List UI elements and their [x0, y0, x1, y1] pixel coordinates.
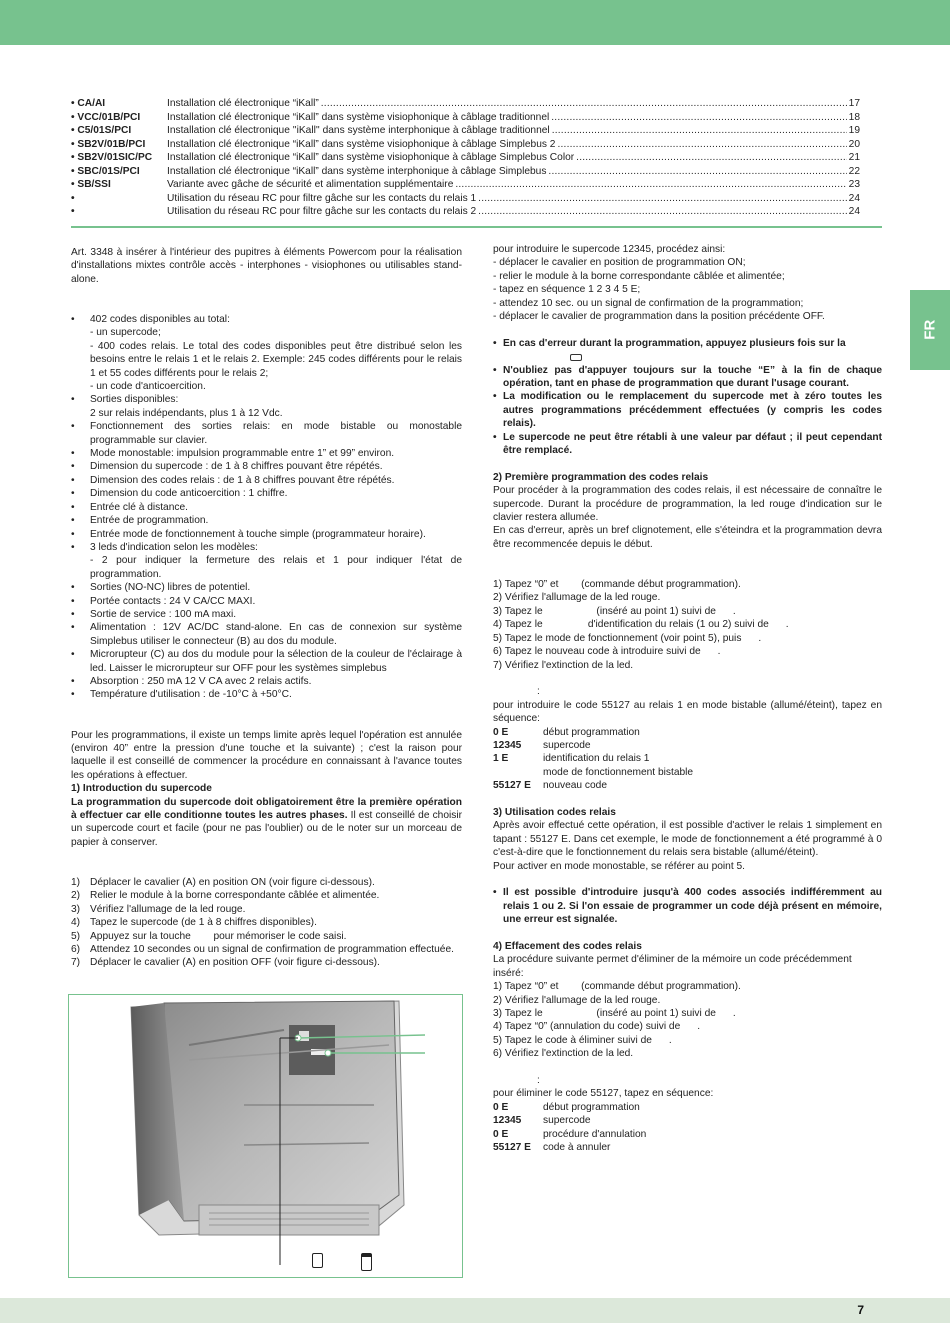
sequence-row	[493, 1101, 882, 1114]
list-item-text: Sortie de service : 100 mA maxi.	[90, 608, 237, 620]
list-item: 6) Tapez le nouveau code à introduire suivi de .	[493, 646, 721, 658]
module-figure	[68, 994, 463, 1278]
toc-row[interactable]	[71, 178, 860, 192]
list-item	[71, 326, 462, 339]
toc-title: Installation clé électronique “iKall” dans système visiophonique à câblage Simplebus Color	[167, 152, 575, 163]
list-item-text: Dimension des codes relais : de 1 à 8 chiffres pouvant être répétés.	[90, 474, 395, 486]
sequence-row	[493, 779, 882, 792]
toc-row[interactable]	[71, 151, 860, 165]
toc-page-number: 24	[848, 206, 860, 217]
toc-title: Installation clé électronique “iKall” dans système visiophonique à câblage Simplebus 2	[167, 138, 556, 150]
section-2-sequence	[493, 726, 882, 793]
timeout-note: Pour les programmations, il existe un temps limite après lequel l'opération est annulée (environ 40” entre la pression d'une touche et la suivante) ; c'est la raison pour laquelle il est conseillé de commencer la procédure en connaissant à l'avance toutes les opérations à effectuer.	[71, 729, 462, 781]
toc-leader	[557, 138, 846, 151]
list-item-text: Dimension du supercode : de 1 à 8 chiffres pouvant être répétés.	[90, 461, 383, 473]
footer-band	[0, 1298, 950, 1323]
bullet	[71, 340, 90, 380]
toc-row[interactable]	[71, 205, 860, 219]
list-item	[71, 541, 462, 554]
list-item-text: Absorption : 250 mA 12 V CA avec 2 relais actifs.	[90, 675, 312, 687]
list-item	[71, 916, 462, 929]
bullet	[71, 407, 90, 420]
bullet: •	[71, 649, 75, 661]
toc-row[interactable]	[71, 192, 860, 206]
bullet: •	[71, 488, 75, 500]
bullet	[71, 554, 90, 581]
jumper-on-icon	[312, 1253, 323, 1268]
sequence-row	[493, 1114, 882, 1127]
list-item: 4) Tapez “0” (annulation du code) suivi de .	[493, 1021, 701, 1033]
toc-code: • SBC/01S/PCI	[71, 165, 140, 177]
list-item	[71, 876, 462, 889]
list-item-text: Microrupteur (C) au dos du module pour la sélection de la couleur de l'éclairage à led. Laisser le microrupteur sur OFF pour les systèmes simplebus	[90, 649, 462, 674]
toc-code: • SB2V/01B/PCI	[71, 138, 146, 150]
step-number: 6)	[71, 944, 81, 956]
bullet: •	[71, 689, 75, 701]
features-list	[71, 313, 462, 702]
list-item-text: Mode monostable: impulsion programmable entre 1” et 99” environ.	[90, 448, 395, 460]
section-2-example-label: :	[537, 686, 540, 698]
toc-row[interactable]	[71, 138, 860, 152]
step-number: 1)	[71, 877, 81, 888]
bullet: •	[71, 675, 75, 687]
jumper-off-icon	[361, 1253, 372, 1271]
cancel-key-icon	[493, 350, 882, 363]
toc-code: • VCC/01B/PCI	[71, 111, 141, 123]
bold-note-3: • La modification ou le remplacement du supercode met à zéro toutes les autres programmations précédemment effectuées (y compris les codes relais).	[493, 391, 882, 430]
step-number: 5)	[71, 930, 81, 942]
list-item	[71, 340, 462, 380]
list-item-text: - 400 codes relais. Le total des codes disponibles peut être distribué selon les besoins entre le relais 1 et le relais 2. Exemple: 245 codes différents pour le relais 1 et 55 codes différents pour le relais 2;	[90, 340, 462, 379]
toc-page-number: 24	[848, 192, 860, 204]
list-item-text: Dimension du code anticoercition : 1 chiffre.	[90, 488, 288, 500]
list-item: 2) Vérifiez l'allumage de la led rouge.	[493, 994, 661, 1006]
sequence-row	[493, 766, 882, 779]
sequence-row	[493, 739, 882, 752]
sequence-key: 0 E	[493, 1128, 509, 1140]
section-2-steps	[493, 578, 882, 672]
bullet: •	[71, 448, 75, 460]
section-4-example-label: :	[537, 1075, 540, 1087]
toc-title: Installation clé électronique “iKall”	[167, 98, 319, 109]
toc-page-number: 20	[848, 138, 860, 150]
bullet: •	[71, 394, 75, 406]
list-item: 3) Tapez le (inséré au point 1) suivi de .	[493, 1008, 736, 1020]
list-item-text: 2 sur relais indépendants, plus 1 à 12 Vdc.	[90, 407, 283, 419]
sequence-row	[493, 752, 882, 765]
step-number: 7)	[71, 957, 81, 969]
list-item-text: 3 leds d'indication selon les modèles:	[90, 541, 258, 553]
toc-page-number: 18	[848, 111, 860, 123]
toc-code: • SB/SSI	[71, 179, 111, 190]
sequence-desc: code à annuler	[543, 1142, 611, 1154]
list-item: 2) Vérifiez l'allumage de la led rouge.	[493, 592, 661, 604]
step-text: Attendez 10 secondes ou un signal de confirmation de programmation effectuée.	[90, 944, 454, 956]
list-item: 5) Tapez le mode de fonctionnement (voir point 5), puis .	[493, 632, 762, 644]
toc-page-number: 21	[848, 152, 860, 163]
sequence-desc: début programmation	[543, 726, 640, 738]
list-item	[71, 956, 462, 969]
list-item: - relier le module à la borne correspondante câblée et alimentée;	[493, 270, 785, 282]
list-item: 4) Tapez le d'identification du relais (1 ou 2) suivi de .	[493, 619, 789, 631]
toc-code: • CA/AI	[71, 98, 106, 109]
sequence-key: 55127 E	[493, 1142, 531, 1154]
sequence-desc: début programmation	[543, 1101, 640, 1113]
bullet: •	[71, 474, 75, 486]
step-text: Relier le module à la borne correspondante câblée et alimentée.	[90, 890, 380, 902]
toc-page-number: 17	[848, 98, 860, 109]
page-number: 7	[857, 1303, 864, 1317]
list-item	[71, 648, 462, 675]
header-band	[0, 0, 950, 45]
bullet: •	[71, 622, 75, 634]
bullet: •	[71, 608, 75, 620]
toc-code: • SB2V/01SIC/PC	[71, 152, 153, 163]
list-item	[71, 393, 462, 406]
list-item	[71, 595, 462, 608]
list-item-text: Fonctionnement des sorties relais: en mode bistable ou monostable programmable sur clavier.	[90, 421, 462, 446]
toc-leader	[552, 124, 847, 137]
sequence-desc: procédure d'annulation	[543, 1128, 647, 1140]
sequence-key: 1 E	[493, 753, 509, 765]
bullet: •	[71, 541, 75, 553]
right-column	[493, 243, 882, 1154]
list-item-text: Portée contacts : 24 V CA/CC MAXI.	[90, 595, 256, 607]
list-item-text: Alimentation : 12V AC/DC stand-alone. En cas de connexion sur système Simplebus utiliser le connecteur (B) au dos du module.	[90, 622, 462, 647]
list-item	[71, 608, 462, 621]
list-item-text: - un code d'anticoercition.	[90, 381, 206, 393]
section-2-text-1: Pour procéder à la programmation des codes relais, il est nécessaire de connaître le supercode. Durant la procédure de programmation, la led rouge d'indication sur le clavier restera allumée.	[493, 485, 882, 524]
list-item	[71, 487, 462, 500]
list-item: 7) Vérifiez l'extinction de la led.	[493, 659, 634, 671]
section-4-steps	[493, 980, 882, 1060]
step-text: Appuyez sur la touche pour mémoriser le code saisi.	[90, 930, 347, 942]
toc-title: Utilisation du réseau RC pour filtre gâche sur les contacts du relais 1	[167, 192, 477, 204]
section-3-text-2: Pour activer en mode monostable, se référer au point 5.	[493, 860, 745, 872]
step-text: Tapez le supercode (de 1 à 8 chiffres disponibles).	[90, 917, 317, 929]
list-item	[71, 420, 462, 447]
step-number: 2)	[71, 890, 81, 902]
list-item	[71, 930, 462, 943]
list-item: - déplacer le cavalier de programmation dans la position précédente OFF.	[493, 311, 825, 323]
toc-leader	[576, 151, 846, 164]
list-item: 3) Tapez le (inséré au point 1) suivi de .	[493, 605, 736, 617]
list-item: - attendez 10 sec. ou un signal de confirmation de la programmation;	[493, 297, 804, 309]
sequence-desc: supercode	[543, 1115, 591, 1127]
list-item: 1) Tapez “0” et (commande début programmation).	[493, 579, 741, 591]
list-item	[71, 889, 462, 902]
sequence-desc: nouveau code	[543, 780, 608, 792]
list-item	[71, 581, 462, 594]
bold-note-4: • Le supercode ne peut être rétabli à une valeur par défaut ; il peut cependant être remplacé.	[493, 431, 882, 457]
sequence-desc: supercode	[543, 739, 591, 751]
toc-code: •	[71, 192, 75, 204]
toc-leader	[455, 178, 846, 191]
bold-note-2: • N'oubliez pas d'appuyer toujours sur la touche “E” à la fin de chaque opération, tant en phase de programmation que durant l'usage courant.	[493, 364, 882, 390]
list-item-text: Température d'utilisation : de -10°C à +50°C.	[90, 689, 292, 701]
bullet	[71, 380, 90, 393]
section-3-note: • Il est possible d'introduire jusqu'à 400 codes associés indifféremment au relais 1 ou 2. Si l'on essaie de programmer un code déjà présent en mémoire, une erreur est signalée.	[493, 887, 882, 926]
section-4-example: pour éliminer le code 55127, tapez en séquence:	[493, 1088, 714, 1100]
sequence-row	[493, 1141, 882, 1154]
section-4-text: La procédure suivante permet d'éliminer de la mémoire un code précédemment inséré:	[493, 954, 852, 979]
sequence-key: 55127 E	[493, 780, 531, 792]
toc-leader	[478, 205, 846, 218]
section-1-title: 1) Introduction du supercode	[71, 783, 212, 795]
toc-title: Variante avec gâche de sécurité et alimentation supplémentaire	[167, 179, 454, 190]
step-number: 4)	[71, 917, 81, 929]
sequence-key: 0 E	[493, 1101, 509, 1113]
list-item	[71, 528, 462, 541]
toc-title: Installation clé électronique ''iKall'' dans système interphonique à câblage traditionnel	[167, 125, 550, 136]
toc-title: Installation clé électronique “iKall” dans système interphonique à câblage Simplebus	[167, 165, 547, 177]
bullet: •	[71, 314, 75, 325]
supercode-steps	[71, 876, 462, 970]
toc-leader	[551, 111, 846, 124]
sequence-key: 12345	[493, 739, 522, 751]
table-of-contents	[71, 97, 860, 219]
list-item	[71, 554, 462, 581]
list-item	[71, 688, 462, 701]
list-item: - tapez en séquence 1 2 3 4 5 E;	[493, 284, 641, 296]
bullet: •	[71, 595, 75, 607]
list-item-text: Entrée de programmation.	[90, 515, 209, 527]
bullet: •	[71, 421, 75, 433]
list-item	[71, 380, 462, 393]
bullet: •	[71, 461, 75, 473]
section-4-sequence	[493, 1101, 882, 1155]
example-intro: pour introduire le supercode 12345, procédez ainsi:	[493, 244, 726, 255]
list-item: 5) Tapez le code à éliminer suivi de .	[493, 1034, 672, 1046]
section-3-text: Après avoir effectué cette opération, il est possible d'activer le relais 1 simplement en tapant : 55127 E. Dans cet exemple, le mode de fonctionnement a été programmé à 0 c'est-à-dire que le fonctionnement du relais sera bistable (allumé/éteint).	[493, 820, 882, 859]
bullet	[71, 326, 90, 339]
list-item-text: Entrée mode de fonctionnement à touche simple (programmateur horaire).	[90, 528, 426, 540]
bullet: •	[71, 501, 75, 513]
toc-row[interactable]	[71, 97, 860, 111]
module-photo	[69, 995, 462, 1277]
list-item	[71, 943, 462, 956]
list-item	[71, 501, 462, 514]
sequence-key: 12345	[493, 1115, 522, 1127]
toc-title: Installation clé électronique “iKall” dans système visiophonique à câblage traditionnel	[167, 111, 550, 123]
section-1-text: La programmation du supercode doit obligatoirement être la première opération à effectuer car elle conditionne toutes les autres phases. Il est conseillé de choisir un supercode court et facile (pour ne pas l'oublier) ou de le noter sur un morceau de papier à conserver.	[71, 796, 463, 848]
step-text: Déplacer le cavalier (A) en position ON (voir figure ci-dessous).	[90, 877, 375, 888]
section-2-example: pour introduire le code 55127 au relais 1 en mode bistable (allumé/éteint), tapez en séquence:	[493, 699, 882, 725]
list-item: - déplacer le cavalier en position de programmation ON;	[493, 257, 746, 269]
step-text: Vérifiez l'allumage de la led rouge.	[90, 903, 246, 915]
list-item	[71, 447, 462, 460]
toc-title: Utilisation du réseau RC pour filtre gâche sur les contacts du relais 2	[167, 206, 477, 217]
list-item-text: - 2 pour indiquer la fermeture des relais et 1 pour indiquer l'état de programmation.	[90, 555, 462, 580]
list-item-text: 402 codes disponibles au total:	[90, 314, 230, 325]
list-item	[71, 313, 462, 326]
sequence-desc: identification du relais 1	[543, 753, 650, 765]
list-item	[71, 474, 462, 487]
section-2-title: 2) Première programmation des codes relais	[493, 471, 709, 483]
section-3-title: 3) Utilisation codes relais	[493, 806, 616, 818]
step-number: 3)	[71, 903, 81, 915]
list-item	[71, 621, 462, 648]
list-item-text: Sorties (NO-NC) libres de potentiel.	[90, 582, 251, 594]
list-item	[71, 903, 462, 916]
toc-code: • C5/01S/PCI	[71, 125, 132, 136]
toc-leader	[548, 165, 846, 178]
bullet: •	[71, 528, 75, 540]
step-text: Déplacer le cavalier (A) en position OFF (voir figure ci-dessous).	[90, 957, 380, 969]
language-tab-label: FR	[921, 320, 939, 340]
toc-code: •	[71, 206, 75, 217]
toc-page-number: 23	[848, 179, 860, 190]
list-item: 1) Tapez “0” et (commande début programmation).	[493, 981, 741, 993]
toc-page-number: 19	[848, 125, 860, 136]
toc-row[interactable]	[71, 165, 860, 179]
section-2-text-2: En cas d'erreur, après un bref clignotement, elle s'éteindra et la programmation devra être recommencée depuis le début.	[493, 525, 882, 550]
toc-row[interactable]	[71, 111, 860, 125]
bold-note-1: • En cas d'erreur durant la programmation, appuyez plusieurs fois sur la	[493, 337, 846, 349]
list-item	[71, 407, 462, 420]
list-item: 6) Vérifiez l'extinction de la led.	[493, 1048, 634, 1060]
toc-leader	[478, 192, 846, 205]
list-item-text: Sorties disponibles:	[90, 394, 179, 406]
sequence-row	[493, 1128, 882, 1141]
toc-row[interactable]	[71, 124, 860, 138]
intro-text: Art. 3348 à insérer à l'intérieur des pupitres à éléments Powercom pour la réalisation d'installations mixtes contrôle accès - interphones - visiophones ou utilisables stand-alone.	[71, 247, 462, 285]
list-item	[71, 514, 462, 527]
example-steps	[493, 256, 882, 323]
list-item-text: - un supercode;	[90, 327, 161, 339]
section-4-title: 4) Effacement des codes relais	[493, 940, 642, 952]
toc-leader	[321, 97, 847, 110]
toc-divider	[71, 226, 882, 228]
sequence-row	[493, 726, 882, 739]
toc-page-number: 22	[848, 165, 860, 177]
sequence-key	[493, 766, 543, 779]
sequence-desc: mode de fonctionnement bistable	[543, 766, 694, 778]
language-tab[interactable]	[910, 290, 950, 370]
bullet: •	[71, 515, 75, 527]
left-column	[71, 246, 462, 970]
bullet: •	[71, 582, 75, 594]
sequence-key: 0 E	[493, 726, 509, 738]
list-item	[71, 675, 462, 688]
list-item-text: Entrée clé à distance.	[90, 501, 188, 513]
list-item	[71, 460, 462, 473]
